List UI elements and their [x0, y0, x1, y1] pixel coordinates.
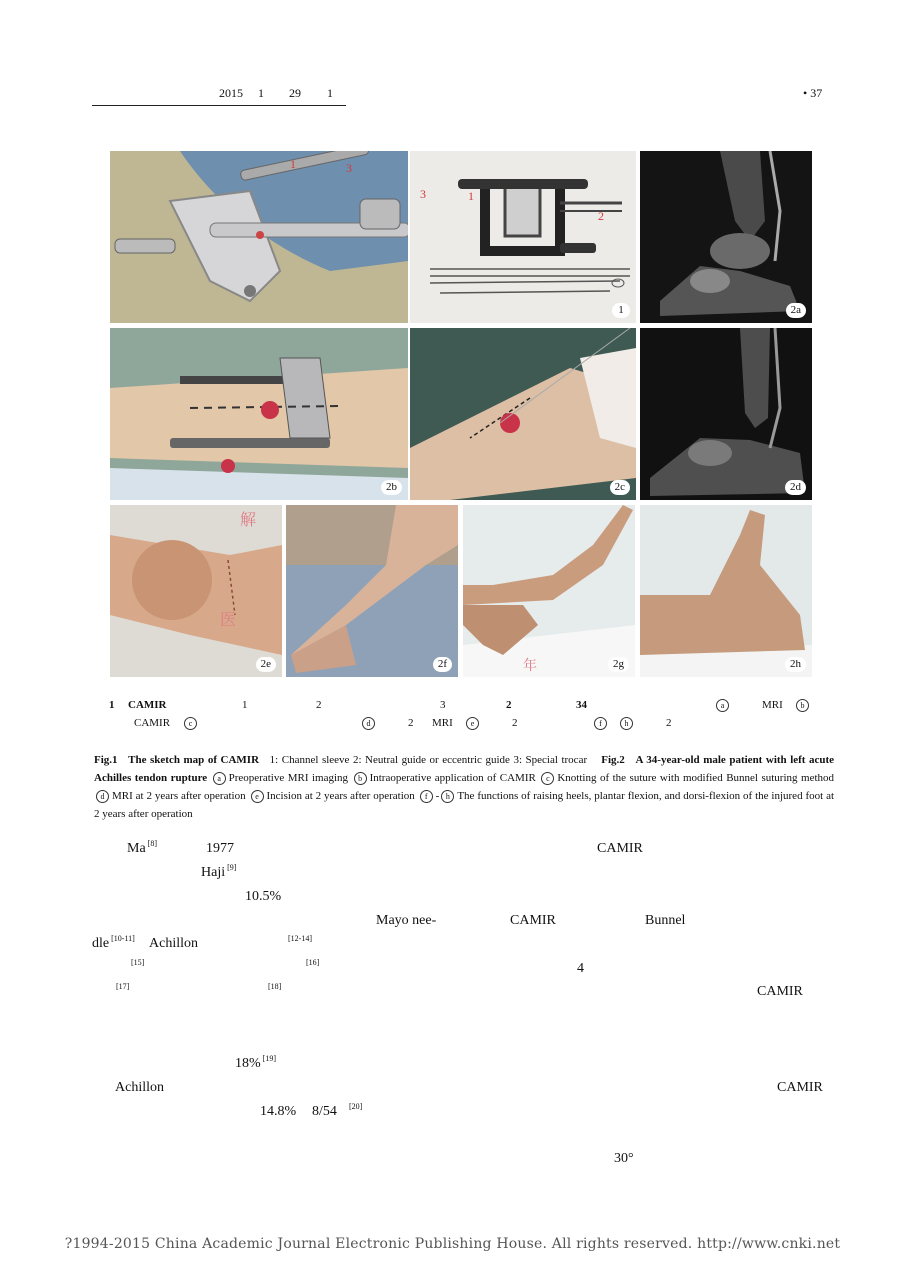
photo-camir-render [110, 151, 408, 323]
badge-1: 1 [612, 303, 630, 318]
body-achillon-1: Achillon [149, 936, 198, 951]
header-year: 2015 [219, 86, 243, 100]
body-achillon-2: Achillon [115, 1080, 164, 1095]
ref-18: [18] [268, 982, 282, 991]
caption-zh-camir2: CAMIR [134, 717, 171, 729]
caption-zh-fig2: 2 [506, 699, 512, 711]
caption-en-h: h [441, 790, 454, 803]
caption-en-dash: - [435, 790, 440, 802]
figure-label-1: 1 [290, 157, 296, 171]
body-pct-148: 14.8% [260, 1104, 297, 1119]
caption-en-d-text: MRI at 2 years after operation [112, 790, 246, 802]
photo-camir-instrument [410, 151, 636, 323]
ref-17: [17] [116, 982, 130, 991]
photo-suture-knotting [410, 328, 636, 500]
photo-dorsi-flexion [640, 505, 812, 677]
svg-text:医: 医 [220, 610, 237, 629]
caption-en-a: a [213, 772, 226, 785]
caption-en-fh-text: The functions of raising heels, plantar flexion, and dorsi-flexion of the injured foot at 2 years after operation [94, 790, 835, 820]
caption-zh-mri: MRI [762, 699, 783, 711]
header-volume: 29 [289, 86, 301, 100]
caption-zh-h: h [620, 717, 633, 730]
badge-2e: 2e [256, 657, 276, 672]
ref-16: [16] [306, 958, 320, 967]
caption-fig1-title: The sketch map of CAMIR [128, 754, 260, 766]
figure-label-1b: 1 [468, 189, 474, 203]
caption-zh-e: e [466, 717, 479, 730]
caption-zh-n2: 2 [316, 699, 322, 711]
page-number: • 37 [803, 86, 823, 100]
caption-zh-d-2: 2 [408, 717, 414, 729]
caption-zh-n3: 3 [440, 699, 446, 711]
body-1977: 1977 [206, 841, 234, 856]
body-bunnel: Bunnel [645, 913, 686, 928]
caption-fig2-title: A 34-year-old male patient with left acute Achilles tendon rupture [94, 754, 835, 784]
caption-en-b: b [354, 772, 367, 785]
badge-2g: 2g [608, 657, 629, 672]
photo-heel-raise [286, 505, 458, 677]
photo-mri-postop [640, 328, 812, 500]
caption-en-c: c [541, 772, 554, 785]
ref-8: [8] [147, 839, 157, 848]
body-mayo: Mayo nee- [376, 913, 437, 928]
caption-en-c-text: Knotting of the suture with modified Bunnel suturing method [557, 772, 835, 784]
caption-en-d: d [96, 790, 109, 803]
photo-intraoperative [110, 328, 408, 500]
ref-10-11: [10-11] [111, 934, 135, 943]
photo-mri-preop [640, 151, 812, 323]
caption-fig2-label: Fig.2 [601, 754, 625, 766]
body-ma: Ma [8] [127, 839, 157, 856]
badge-2c: 2c [610, 480, 630, 495]
svg-text:年: 年 [523, 658, 537, 674]
badge-2a: 2a [786, 303, 806, 318]
figure-label-3: 3 [346, 161, 352, 175]
badge-2d: 2d [785, 480, 806, 495]
caption-en [94, 751, 834, 823]
photo-plantar-flexion [463, 505, 635, 677]
caption-en-a-text: Preoperative MRI imaging [228, 772, 349, 784]
ref-20: [20] [349, 1102, 363, 1111]
caption-fig1-label: Fig.1 [94, 754, 118, 766]
figure-label-2: 2 [598, 209, 604, 223]
caption-zh-d-mri: MRI [432, 717, 453, 729]
body-pct-18: 18% [19] [235, 1054, 276, 1071]
caption-en-b-text: Intraoperative application of CAMIR [369, 772, 536, 784]
caption-en-e-text: Incision at 2 years after operation [266, 790, 415, 802]
ref-12-14: [12-14] [288, 934, 312, 943]
header-month: 1 [258, 86, 264, 100]
body-pct-105: 10.5% [245, 889, 282, 904]
body-camir-6: CAMIR [757, 984, 803, 999]
caption-zh-c: c [184, 717, 197, 730]
svg-text:解: 解 [240, 510, 257, 529]
footer-copyright: ?1994-2015 China Academic Journal Electronic Publishing House. All rights reserved. http://www.cnki.net [64, 1236, 841, 1252]
caption-en-f: f [420, 790, 433, 803]
figure-label-3b: 3 [420, 187, 426, 201]
body-camir-4: CAMIR [510, 913, 556, 928]
body-haji: Haji [9] [201, 863, 237, 880]
ref-15: [15] [131, 958, 145, 967]
ref-9: [9] [227, 863, 237, 872]
caption-zh-e-2: 2 [512, 717, 518, 729]
caption-zh-camir: CAMIR [128, 699, 167, 711]
caption-zh-fig1: 1 [109, 699, 115, 711]
caption-zh-age: 34 [576, 699, 587, 711]
ref-19: [19] [262, 1054, 276, 1063]
caption-zh-d: d [362, 717, 375, 730]
photo-incision-healed [110, 505, 282, 677]
caption-zh-f: f [594, 717, 607, 730]
body-ratio: 8/54 [312, 1104, 337, 1119]
caption-fig1-text: 1: Channel sleeve 2: Neutral guide or eccentric guide 3: Special trocar [269, 754, 588, 766]
caption-en-e: e [251, 790, 264, 803]
header-issue: 1 [327, 86, 333, 100]
badge-2h: 2h [785, 657, 806, 672]
body-30-degrees: 30° [614, 1151, 634, 1166]
caption-zh-n1: 1 [242, 699, 248, 711]
caption-zh-b: b [796, 699, 809, 712]
caption-zh-a: a [716, 699, 729, 712]
caption-zh-fh-2: 2 [666, 717, 672, 729]
body-four: 4 [577, 961, 584, 976]
badge-2b: 2b [381, 480, 402, 495]
body-camir-9: CAMIR [777, 1080, 823, 1095]
header-rule [92, 105, 346, 106]
body-dle: dle [10-11] [92, 934, 135, 951]
body-camir-1: CAMIR [597, 841, 643, 856]
badge-2f: 2f [433, 657, 452, 672]
